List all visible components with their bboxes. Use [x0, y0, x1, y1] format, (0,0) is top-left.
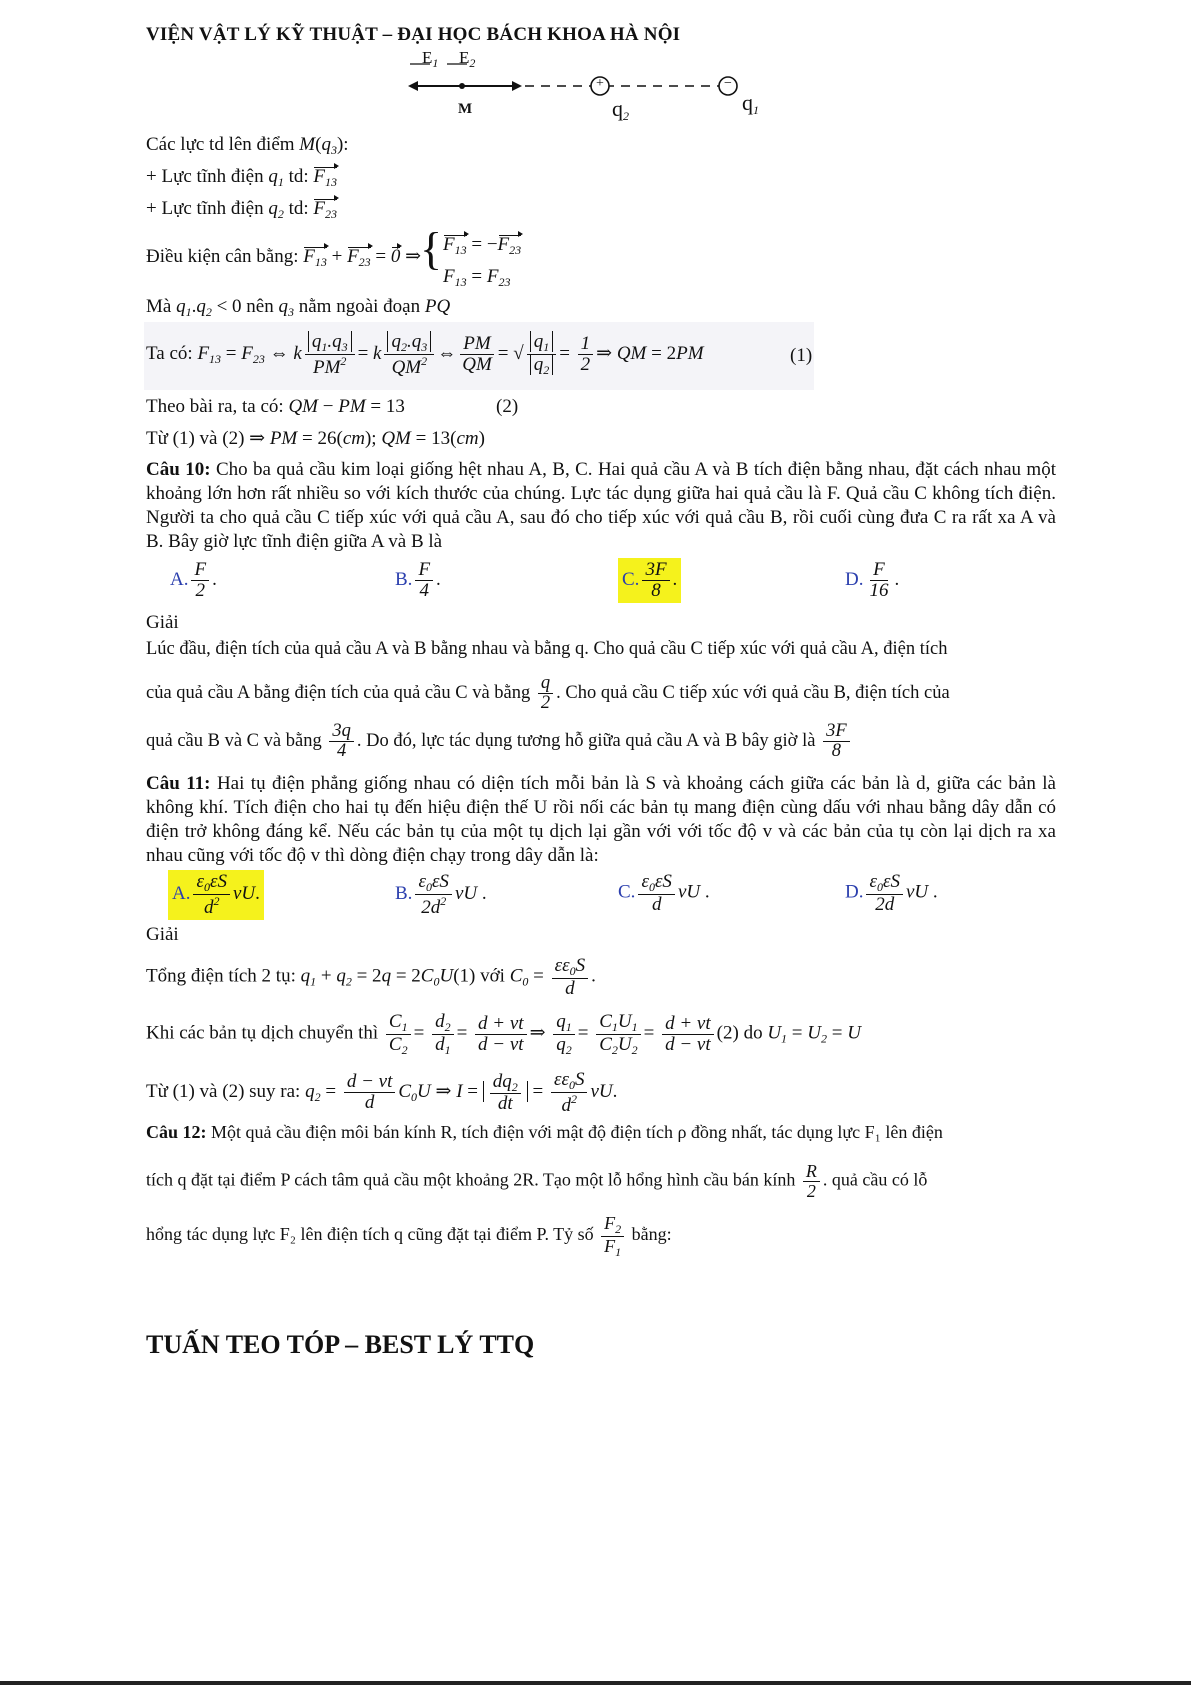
minus-sign: − — [724, 76, 732, 91]
question-12-line-3: hổng tác dụng lực F₂ lên điện tích q cũng đặt tại điểm P. Tỷ số $\frac{F_2}{F_1}$ bằng: — [146, 1213, 672, 1259]
m-label: M — [458, 101, 473, 117]
q11-option-b: B. $\frac{\varepsilon_0\varepsilon S}{2d^2}$ vU . — [395, 871, 487, 918]
point-m — [459, 83, 465, 89]
system-brace: { — [420, 223, 443, 274]
sign-condition: Mà $q_1.q_2 < 0$ nên $q_3$ nằm ngoài đoạn PQ — [146, 296, 451, 319]
q11-option-a: A. $\frac{\varepsilon_0\varepsilon S}{d^2}$ vU. — [168, 870, 264, 920]
q10-option-d: D. $\frac{F}{16}$ . — [845, 559, 900, 601]
eq-number-1: (1) — [790, 345, 813, 366]
q10-option-c: C. $\frac{3F}{8}$ . — [618, 558, 681, 603]
e1-label: $E_1$ — [422, 48, 439, 70]
page-header: VIỆN VẬT LÝ KỸ THUẬT – ĐẠI HỌC BÁCH KHOA HÀ NỘI — [146, 24, 681, 45]
forces-intro: Các lực td lên điểm $M(q_3)$: — [146, 134, 349, 157]
equilibrium-condition: Điều kiện cân bằng: $F_{13} + F_{23} = 0$ ⇒ — [146, 246, 422, 269]
q10-solution-1: Lúc đầu, điện tích của quả cầu A và B bằng nhau và bằng q. Cho quả cầu C tiếp xúc với quả cầu A, điện tích — [146, 639, 948, 659]
force-line-1: + Lực tĩnh điện $q_1$ td: $F_{13}$ — [146, 166, 337, 189]
q11-solution-2: Khi các bản tụ dịch chuyển thì $\frac{C_1}{C_2}$ = $\frac{d_2}{d_1}$ = $\frac{d + vt}{d - vt}$ ⇒ $\frac{q_1}{q_2}$ = $\frac{C_1U_1}{C_2U_2}$ = $\frac{d + vt}{d - vt}$ (2) do $U_1 = U_2 = U$ — [146, 1011, 861, 1057]
q11-solution-1: Tổng điện tích 2 tụ: $q_1 + q_2 = 2q = 2C_0U(1)$ với $C_0$ = $\frac{\varepsilon\varepsilon_0S}{d}$ . — [146, 955, 596, 999]
e2-label: $E_2$ — [459, 48, 476, 70]
result-line: Từ (1) và (2) ⇒ PM = 26(cm); QM = 13(cm) — [146, 428, 485, 449]
q11-solution-label: Giải — [146, 924, 179, 945]
eq-number-2: (2) — [496, 396, 519, 417]
q10-solution-3: quả cầu B và C và bằng $\frac{3q}{4}$ . Do đó, lực tác dụng tương hỗ giữa quả cầu A và B bây giờ là $\frac{3F}{8}$ — [146, 722, 853, 762]
plus-sign: + — [596, 76, 604, 91]
system-line-1: $F_{13} = -F_{23}$ — [443, 234, 522, 257]
q10-solution-2: của quả cầu A bằng điện tích của quả cầu C và bằng $\frac{q}{2}$ . Cho quả cầu C tiếp xúc với quả cầu B, điện tích của — [146, 673, 950, 714]
q2-label: $q_2$ — [612, 96, 629, 123]
q11-option-c: C. $\frac{\varepsilon_0\varepsilon S}{d}$ vU . — [618, 871, 710, 915]
force-line-2: + Lực tĩnh điện $q_2$ td: $F_{23}$ — [146, 198, 337, 221]
q11-option-d: D. $\frac{\varepsilon_0\varepsilon S}{2d}$ vU . — [845, 871, 938, 915]
q11-solution-3: Từ (1) và (2) suy ra: $q_2$ = $\frac{d - vt}{d}$ $C_0U$ ⇒ I = $\frac{dq_2}{dt}$ = $\frac{\varepsilon\varepsilon_0S}{d^2}$ vU. — [146, 1069, 618, 1116]
q10-option-a: A. $\frac{F}{2}$ . — [170, 559, 217, 601]
question-10: Câu 10: Cho ba quả cầu kim loại giống hệt nhau A, B, C. Hai quả cầu A và B tích điện bằng nhau, đặt cách nhau một khoảng lớn hơn rất nhiều so với kích thước của chúng. Lực tác dụng giữa hai quả cầu là F. Quả cầu C không tích điện. Người ta cho quả cầu C tiếp xúc với quả cầu A, sau đó cho tiếp xúc với quả cầu B, rồi cuối cùng đưa C ra rất xa A và B. Bây giờ lực tĩnh điện giữa A và B là — [146, 459, 1056, 552]
q10-solution-label: Giải — [146, 612, 179, 633]
bottom-border — [0, 1681, 1191, 1685]
system-line-2: $F_{13} = F_{23}$ — [443, 266, 511, 289]
field-diagram — [400, 50, 780, 125]
question-12-line-2: tích q đặt tại điểm P cách tâm quả cầu một khoảng 2R. Tạo một lỗ hổng hình cầu bán kính $\frac{R}{2}$ . quả cầu có lỗ — [146, 1161, 928, 1201]
q1-label: $q_1$ — [742, 90, 759, 117]
given-condition: Theo bài ra, ta có: QM − PM = 13 — [146, 396, 405, 417]
q10-option-b: B. $\frac{F}{4}$ . — [395, 559, 441, 601]
question-12-line-1: Câu 12: Một quả cầu điện môi bán kính R, tích điện với mật độ điện tích ρ đồng nhất, tác dụng lực F₁ lên điện — [146, 1122, 943, 1142]
footer-title: TUẤN TEO TÓP – BEST LÝ TTQ — [146, 1330, 535, 1359]
question-11: Câu 11: Hai tụ điện phẳng giống nhau có diện tích mỗi bản là S và khoảng cách giữa các bản là d, giữa các bản là không khí. Tích điện cho hai tụ đến hiệu điện thế U rồi nối các bản tụ mang điện cùng dấu với nhau bằng dây dẫn có điện trở không đáng kể. Nếu các bản tụ của một tụ dịch lại gần với với tốc độ v và các bản của tụ còn lại dịch ra xa nhau cũng với tốc độ v thì dòng điện chạy trong dây dẫn là: — [146, 773, 1056, 866]
ratio-equation: Ta có: $F_{13} = F_{23}$ ⇔ k $\frac{q_1.q_3}{PM^2}$ = k $\frac{q_2.q_3}{QM^2}$ ⇔ $\frac{PM}{QM}$ = √ $\frac{q_1}{q_2}$ = $\frac{1}{2}$ ⇒ QM = 2PM — [146, 331, 704, 378]
